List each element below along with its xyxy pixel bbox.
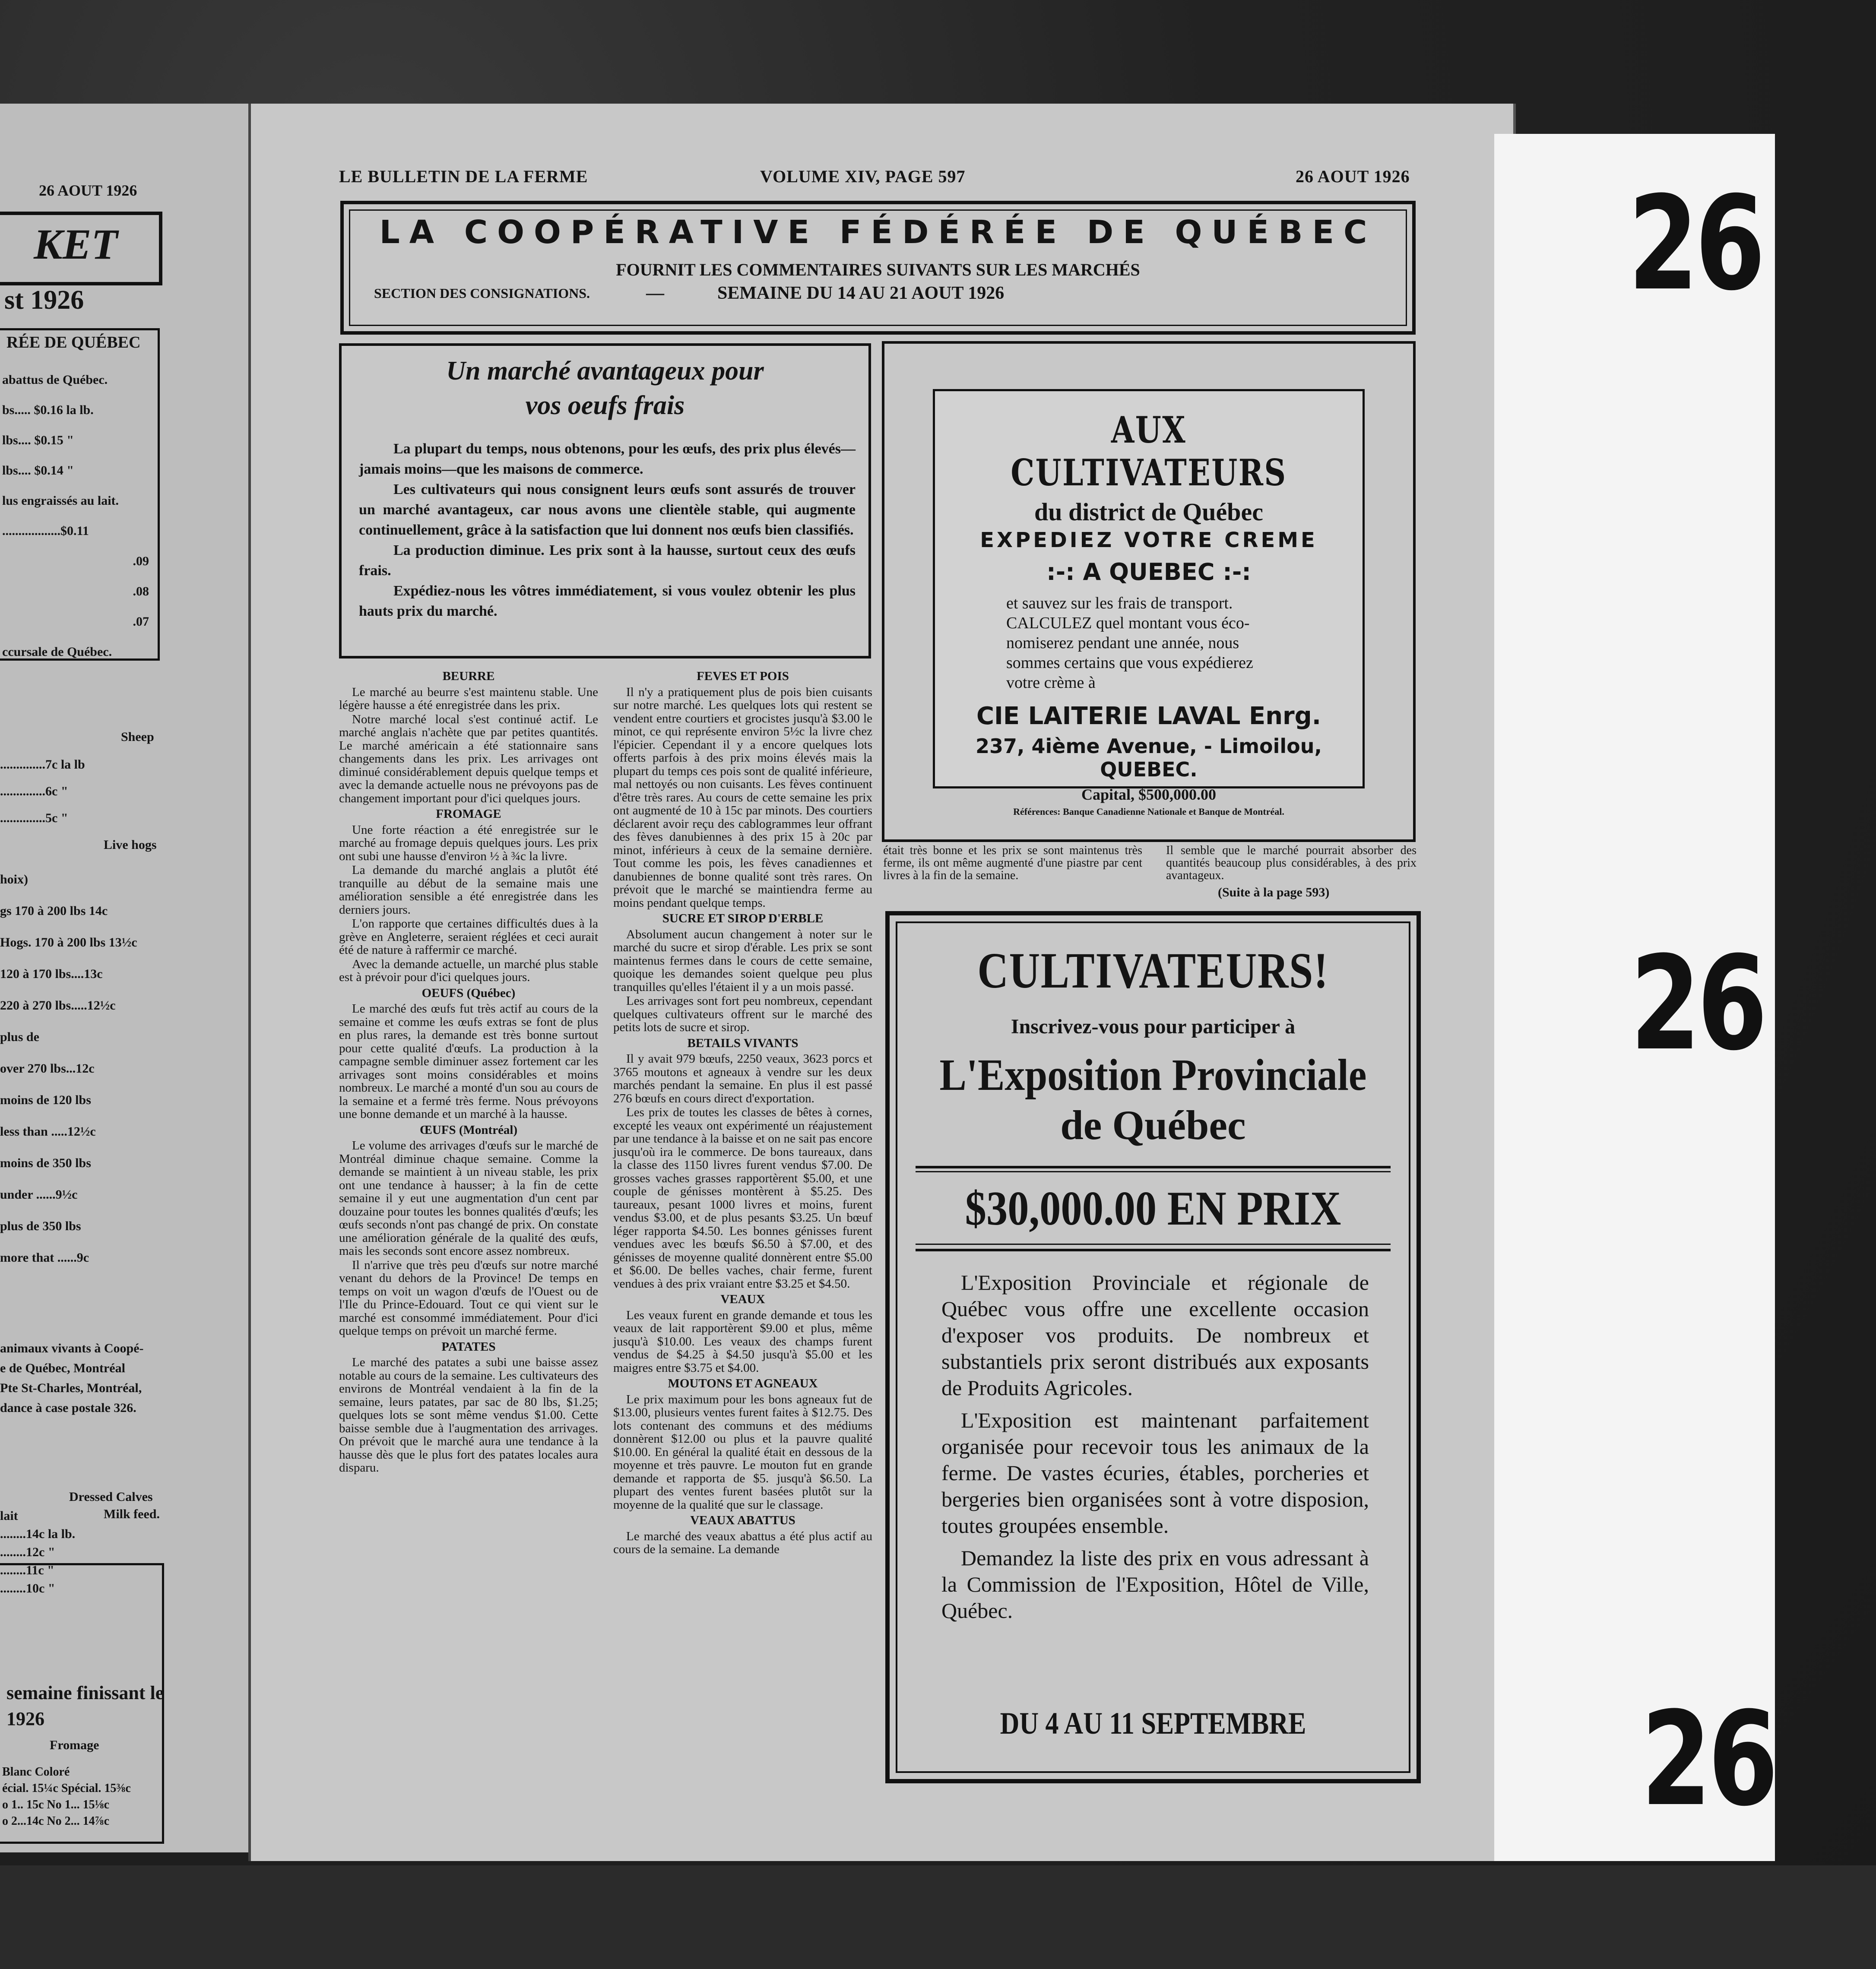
column-paragraph: Une forte réaction a été enregistrée sur le marché au fromage depuis quelques jours. Les prix ont subi une hausse d'environ ½ à ¾c la livre. bbox=[339, 823, 598, 863]
expo-ad-rule-top bbox=[916, 1166, 1391, 1168]
banner-subtitle: FOURNIT LES COMMENTAIRES SUIVANTS SUR LES MARCHÉS bbox=[616, 260, 1140, 279]
column-heading: VEAUX bbox=[720, 1292, 765, 1306]
eggs-ad-paragraph: Les cultivateurs qui nous consignent leurs œufs sont assurés de trouver un marché avantageux, car nous avons une clientèle stable, qui augmente continuellement, grâce à la satisfaction que lui donnent nos œufs bien classifiés. bbox=[359, 481, 856, 538]
sheep-row: ..............5c " bbox=[0, 811, 68, 825]
hogs-row: 120 à 170 lbs....13c bbox=[0, 967, 103, 981]
market-column-right bbox=[613, 667, 872, 1557]
frame-number: 26 bbox=[1628, 168, 1762, 319]
eggs-ad-body bbox=[359, 439, 856, 621]
calves-row: ........14c la lb. bbox=[0, 1527, 76, 1541]
column-heading: VEAUX ABATTUS bbox=[690, 1513, 795, 1527]
cream-ad-line3: :-: A QUEBEC :-: bbox=[1046, 558, 1251, 586]
left-price-line: .09 bbox=[133, 554, 149, 568]
eggs-ad-box bbox=[339, 343, 871, 658]
column-paragraph: Il n'y a pratiquement plus de pois bien cuisants sur notre marché. Les quelques lots qui restent se vendent entre courtiers et grocistes jusqu'à $3.00 le minot, ce qui représente environ 5½c la livre chez l'épicier. Cependant il y a encore quelques lots offerts parfois à des prix moins élevés mais la plupart du temps ces pois sont de qualité inférieure, mal nettoyés ou non cuisants. Les fèves continuent d'être très rares. Au cours de cette semaine les prix ont augmenté de 10 à 15c par minots. Des courtiers déclarent avoir reçu des cablogrammes leur offrant des fèves danubiennes à des prix 15 à 20c par minot, inférieurs à ceux de la semaine dernière. Tout comme les pois, les fèves canadiennes et danubiennes de bonne qualité sont très rares. On prévoit que le marché se maintiendra ferme au moins pendant quelque temps. bbox=[613, 685, 872, 910]
fromage-row: o 1.. 15c No 1... 15⅛c bbox=[2, 1798, 110, 1811]
column-paragraph: Les arrivages sont fort peu nombreux, cependant quelques cultivateurs offrent sur le marché des petits lots de sucre et sirop. bbox=[613, 994, 872, 1034]
hogs-header: Live hogs bbox=[104, 838, 157, 852]
left-price-lines bbox=[2, 365, 149, 667]
continuation-col-2: Il semble que le marché pourrait absorber des quantités beaucoup plus considérables, à des prix avantageux. bbox=[1166, 844, 1417, 882]
column-paragraph: Absolument aucun changement à noter sur le marché du sucre et sirop d'érable. Les prix se sont maintenus fermes dans le cours de cette semaine, quoique les demandes soient quelque peu plus tranquilles qu'elles l'étaient il y a un mois passé. bbox=[613, 927, 872, 994]
calves-row: ........11c " bbox=[0, 1563, 54, 1577]
hogs-row: less than .....12½c bbox=[0, 1124, 96, 1139]
expo-ad-prize: $30,000.00 EN PRIX bbox=[965, 1182, 1341, 1235]
expo-ad-body bbox=[941, 1269, 1369, 1624]
cream-ad-outer bbox=[882, 341, 1416, 842]
expo-ad-rule-top-thin bbox=[916, 1171, 1391, 1172]
cream-ad-box bbox=[933, 389, 1365, 817]
header-date: 26 AOUT 1926 bbox=[1296, 167, 1410, 186]
hogs-row: 220 à 270 lbs.....12½c bbox=[0, 998, 116, 1013]
cream-ad-body-line: nomiserez pendant une année, nous bbox=[1006, 634, 1239, 652]
hogs-row: plus de bbox=[0, 1030, 39, 1044]
column-paragraph: Le marché des patates a subi une baisse assez notable au cours de la semaine. Les cultivateurs des environs de Montréal vendaient à la fin de la semaine, leurs patates, par sac de 80 lbs, $1.25; quelques lots se sont même vendus $1.00. Cette baisse semble due à l'augmentation des arrivages. On prévoit que le marché aura une tendance à la hausse dès que le plus fort des patates locales aura disparu. bbox=[339, 1355, 598, 1475]
expo-ad-outer bbox=[885, 911, 1421, 1783]
banner-dash: — bbox=[646, 283, 664, 303]
sheep-list bbox=[0, 751, 85, 832]
cream-ad-body-line: CALCULEZ quel montant vous éco- bbox=[1006, 614, 1250, 632]
fromage-row: écial. 15¼c Spécial. 15⅜c bbox=[2, 1782, 131, 1795]
column-paragraph: Le marché des œufs fut très actif au cours de la semaine et comme les œufs extras se font de plus en plus rares, la demande est très bonne surtout pour cette qualité d'œufs. La production à la campagne semble diminuer assez fortement car les arrivages sont moins considérables et moins nombreux. Le marché a monté d'un sou au cours de la semaine et a fermé très ferme. Nous prévoyons une bonne demande et un marché à la hausse. bbox=[339, 1002, 598, 1121]
eggs-ad-title-2: vos oeufs frais bbox=[525, 391, 685, 420]
left-price-box bbox=[0, 328, 160, 661]
column-paragraph: Notre marché local s'est continué actif. Le marché anglais n'achète que par petites quantités. Le marché américain a été stationnaire sans changements dans les prix. Les arrivages ont diminué considérablement depuis quelque temps et avec la demande actuelle nous ne prévoyons pas de changement important pour d'ici quelques jours. bbox=[339, 712, 598, 805]
column-paragraph: Le volume des arrivages d'œufs sur le marché de Montréal diminue chaque semaine. Comme la demande se maintient à un niveau stable, les prix ont une tendance à hausser; à la fin de cette semaine il y eut une augmentation d'un cent par douzaine pour toutes les bonnes qualités d'œufs; les œufs seconds n'ont pas changé de prix. On constate une amélioration générale de la qualité des œufs, mais les seconds sont encore assez nombreux. bbox=[339, 1139, 598, 1258]
hogs-row: over 270 lbs...12c bbox=[0, 1061, 95, 1076]
cream-ad-address: 237, 4ième Avenue, - Limoilou, QUEBEC. bbox=[975, 734, 1322, 781]
cream-ad-body bbox=[1006, 593, 1363, 693]
sheep-row: ..............7c la lb bbox=[0, 757, 85, 772]
cream-ad-body-line: et sauvez sur les frais de transport. bbox=[1006, 594, 1233, 612]
hogs-row: gs 170 à 200 lbs 14c bbox=[0, 904, 108, 918]
cream-ad-line2: EXPEDIEZ VOTRE CREME bbox=[980, 528, 1318, 552]
column-paragraph: L'on rapporte que certaines difficultés dues à la grève en Angleterre, seraient réglées et ceci aurait été de nature à raffermir ce marché. bbox=[339, 917, 598, 957]
frame-number: 26 bbox=[1641, 1684, 1775, 1835]
column-heading: SUCRE ET SIROP D'ERBLE bbox=[662, 912, 824, 925]
left-price-line: lbs.... $0.15 " bbox=[2, 433, 74, 447]
fromage-row: o 2...14c No 2... 14⅞c bbox=[2, 1814, 110, 1828]
continuation-col-1: était très bonne et les prix se sont maintenus très ferme, ils ont même augmenté d'une piastre par cent livres à la fin de la semaine. bbox=[883, 844, 1142, 882]
expo-ad-name-2: de Québec bbox=[1060, 1102, 1246, 1148]
cream-ad-body-line: sommes certains que vous expédierez bbox=[1006, 654, 1253, 672]
column-paragraph: Les prix de toutes les classes de bêtes à cornes, excepté les veaux ont expérimenté un réajustement par une tendance à la baisse et on ne sait pas encore jusqu'où ira le commerce. De bons taureaux, dans la classe des 1150 livres furent vendus $7.00. De grosses vaches grasses rapportèrent $5.00, et une couple de génisses montèrent à $5.25. Des taureaux, pesant 1000 livres et moins, furent vendus $3.00, et de plus pesants $3.25. Un bœuf léger rapporta $4.50. Les bonnes génisses furent vendues avec les bœufs $6.50 à $7.00, et des génisses de moyenne qualité donnèrent entre $5.00 et $6.00. De belles vaches, chair ferme, furent vendues à des prix vraiant entre $3.25 et $4.50. bbox=[613, 1105, 872, 1291]
cream-ad-body-line: votre crème à bbox=[1006, 674, 1096, 692]
column-heading: BEURRE bbox=[442, 669, 495, 683]
calves-header: Dressed Calves bbox=[69, 1490, 153, 1504]
column-paragraph: Le marché des veaux abattus a été plus actif au cours de la semaine. La demande bbox=[613, 1529, 872, 1556]
notice-line: dance à case postale 326. bbox=[0, 1401, 136, 1415]
film-bottom-band bbox=[0, 1865, 1876, 1969]
hogs-row: moins de 120 lbs bbox=[0, 1093, 91, 1107]
week-title: semaine finissant le bbox=[6, 1682, 164, 1703]
hogs-row: moins de 350 lbs bbox=[0, 1156, 91, 1170]
hogs-list bbox=[0, 864, 173, 1273]
calves-sub: Milk feed. bbox=[104, 1507, 160, 1521]
market-title: KET bbox=[34, 220, 118, 268]
cream-ad-capital: Capital, $500,000.00 bbox=[1081, 786, 1216, 803]
left-notice bbox=[0, 1339, 144, 1418]
banner-title: LA COOPÉRATIVE FÉDÉRÉE DE QUÉBEC bbox=[379, 214, 1377, 251]
cream-ad-title: AUX CULTIVATEURS bbox=[1011, 408, 1287, 494]
left-price-line: ccursale de Québec. bbox=[2, 645, 112, 659]
hogs-row: more that ......9c bbox=[0, 1250, 89, 1265]
expo-ad-sub: Inscrivez-vous pour participer à bbox=[1011, 1015, 1296, 1038]
column-paragraph: Avec la demande actuelle, un marché plus stable est à prévoir pour d'ici quelques jours. bbox=[339, 957, 598, 984]
column-paragraph: Il y avait 979 bœufs, 2250 veaux, 3623 porcs et 3765 moutons et agneaux à vendre sur les deux marchés pendant la semaine. En plus il est passé 276 bœufs en cours direct d'exportation. bbox=[613, 1052, 872, 1105]
left-coop: RÉE DE QUÉBEC bbox=[6, 333, 141, 351]
fromage-table bbox=[2, 1764, 131, 1830]
hogs-row: Hogs. 170 à 200 lbs 13½c bbox=[0, 935, 137, 950]
eggs-ad-paragraph: La production diminue. Les prix sont à la hausse, surtout ceux des œufs frais. bbox=[359, 542, 856, 579]
expo-ad-dates: DU 4 AU 11 SEPTEMBRE bbox=[1000, 1706, 1306, 1741]
expo-ad-name-1: L'Exposition Provinciale bbox=[939, 1050, 1367, 1100]
sheep-header: Sheep bbox=[121, 730, 154, 744]
market-column-left bbox=[339, 667, 598, 1475]
left-partial-page bbox=[0, 104, 250, 1852]
expo-ad-title: CULTIVATEURS! bbox=[977, 942, 1329, 999]
week-year: 1926 bbox=[6, 1708, 44, 1729]
column-paragraph: Il n'arrive que très peu d'œufs sur notre marché venant du dehors de la Province! De temps en temps on voit un wagon d'œufs de l'Ouest ou de l'Ile du Prince-Edouard. Tout ce qui vient sur le marché est consommé immédiatement. Pour d'ici quelque temps on prévoit un marché ferme. bbox=[339, 1258, 598, 1338]
calves-row: ........10c " bbox=[0, 1581, 55, 1595]
fromage-row: Blanc Coloré bbox=[2, 1765, 70, 1779]
calves-row: ........12c " bbox=[0, 1545, 55, 1559]
cream-ad-line1: du district de Québec bbox=[1034, 498, 1264, 526]
left-year: st 1926 bbox=[4, 285, 84, 315]
column-heading: FEVES ET POIS bbox=[697, 669, 789, 683]
expo-ad-paragraph-1: L'Exposition Provinciale et régionale de Québec vous offre une excellente occasion d'exposer vos produits. De nombreux et substantiels prix seront distribués aux exposants de Produits Agricoles. bbox=[941, 1270, 1369, 1400]
left-price-line: abattus de Québec. bbox=[2, 373, 108, 387]
eggs-ad-paragraph: La plupart du temps, nous obtenons, pour les œufs, des prix plus élevés—jamais moins—que les maisons de commerce. bbox=[359, 441, 856, 477]
left-price-line: .08 bbox=[133, 584, 149, 598]
left-price-line: lbs.... $0.14 " bbox=[2, 463, 74, 478]
column-heading: FROMAGE bbox=[436, 807, 501, 821]
expo-ad-paragraph-3: Demandez la liste des prix en vous adressant à la Commission de l'Exposition, Hôtel de Ville, Québec. bbox=[941, 1546, 1369, 1623]
fromage-label: Fromage bbox=[50, 1738, 99, 1752]
notice-line: Pte St-Charles, Montréal, bbox=[0, 1381, 142, 1395]
continuation-suite: (Suite à la page 593) bbox=[1218, 885, 1330, 899]
cream-ad-refs: Références: Banque Canadienne Nationale et Banque de Montréal. bbox=[1013, 806, 1284, 817]
header-volume: VOLUME XIV, PAGE 597 bbox=[760, 167, 966, 186]
market-title-box bbox=[0, 212, 162, 285]
eggs-ad-paragraph: Expédiez-nous les vôtres immédiatement, si vous voulez obtenir les plus hauts prix du marché. bbox=[359, 583, 856, 619]
column-heading: ŒUFS (Montréal) bbox=[419, 1123, 518, 1137]
banner-week: SEMAINE DU 14 AU 21 AOUT 1926 bbox=[717, 283, 1005, 303]
left-price-line: .07 bbox=[133, 614, 149, 629]
left-price-line: bs..... $0.16 la lb. bbox=[2, 403, 94, 417]
column-paragraph: La demande du marché anglais a plutôt été tranquille au début de la semaine mais une amélioration sensible a été enregistrée dans les derniers jours. bbox=[339, 863, 598, 917]
hogs-row: hoix) bbox=[0, 872, 29, 886]
notice-line: animaux vivants à Coopé- bbox=[0, 1341, 144, 1355]
eggs-ad-title-1: Un marché avantageux pour bbox=[446, 356, 764, 386]
frame-number: 26 bbox=[1630, 928, 1765, 1079]
column-paragraph: Les veaux furent en grande demande et tous les veaux de lait rapportèrent $9.00 et plus, même jusqu'à $10.00. Les veaux des champs furent vendus de $4.25 à $4.50 jusqu'à $5.00 et les maigres entre $3.75 et $4.00. bbox=[613, 1308, 872, 1375]
column-heading: BETAILS VIVANTS bbox=[687, 1036, 799, 1050]
expo-ad-rule-bottom bbox=[916, 1249, 1391, 1251]
column-heading: OEUFS (Québec) bbox=[421, 986, 516, 1000]
sheep-row: ..............6c " bbox=[0, 784, 68, 798]
hogs-row: plus de 350 lbs bbox=[0, 1219, 81, 1233]
cooperative-banner bbox=[340, 201, 1416, 335]
notice-line: e de Québec, Montréal bbox=[0, 1361, 125, 1375]
left-page-date: 26 AOUT 1926 bbox=[39, 182, 137, 199]
cream-ad-company: CIE LAITERIE LAVAL Enrg. bbox=[976, 702, 1321, 730]
left-price-line: ..................$0.11 bbox=[2, 524, 89, 538]
column-paragraph: Le prix maximum pour les bons agneaux fut de $13.00, plusieurs ventes furent faites à $12.75. Des lots contenant des communs et des médiums donnèrent $12.00 ou plus et la pauvre qualité $10.00. En général la qualité était en dessous de la moyenne et très pauvre. Le mouton fut en grande demande et rapporta de $5. jusqu'à $6.50. La plupart des ventes furent basées plutôt sur la moyenne de la qualité que sur le classage. bbox=[613, 1392, 872, 1512]
left-price-line: lus engraissés au lait. bbox=[2, 494, 119, 508]
calves-row: lait bbox=[0, 1509, 18, 1523]
banner-section: SECTION DES CONSIGNATIONS. bbox=[374, 285, 590, 301]
header-publication: LE BULLETIN DE LA FERME bbox=[339, 167, 588, 186]
column-paragraph: Le marché au beurre s'est maintenu stable. Une légère hausse a été enregistrée dans les prix. bbox=[339, 685, 598, 712]
week-box bbox=[0, 1563, 164, 1844]
column-heading: MOUTONS ET AGNEAUX bbox=[668, 1377, 818, 1390]
expo-ad-rule-bottom-thin bbox=[916, 1244, 1391, 1245]
expo-ad-paragraph-2: L'Exposition est maintenant parfaitement organisée pour recevoir tous les animaux de la ferme. De vastes écuries, étables, porcheries et bergeries bien organisées sont à votre disposion, toutes groupées ensemble. bbox=[941, 1408, 1369, 1538]
column-heading: PATATES bbox=[441, 1339, 496, 1354]
hogs-row: under ......9½c bbox=[0, 1187, 78, 1202]
